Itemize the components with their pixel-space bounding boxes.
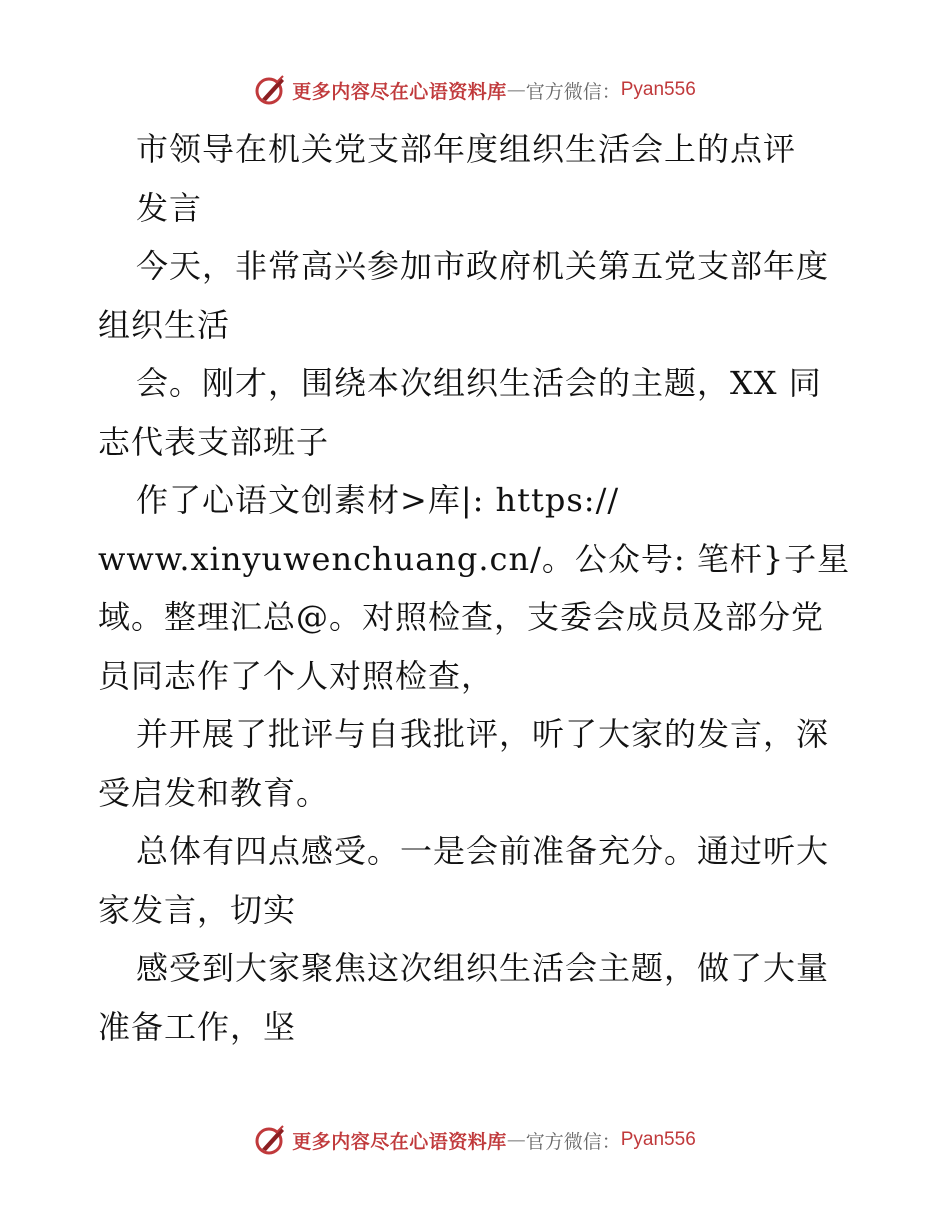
doc-line: 感受到大家聚焦这次组织生活会主题，做了大量: [136, 949, 830, 987]
doc-line: 家发言，切实: [98, 890, 297, 929]
banner-wechat-label: 官方微信：: [525, 80, 621, 103]
doc-line: www.xinyuwenchuang.cn/。公众号: 笔杆}子星: [98, 539, 851, 578]
footer-banner: [0, 1120, 950, 1160]
banner-dash: —: [506, 79, 526, 101]
doc-line: 组织生活: [98, 305, 231, 344]
doc-line: 员同志作了个人对照检查，: [98, 656, 495, 695]
banner-wechat-label: 官方微信：: [525, 1130, 621, 1153]
banner-promo-text: 更多内容尽在心语资料库: [292, 1130, 507, 1153]
quill-pen-logo-icon: [254, 73, 288, 107]
banner-dash: —: [506, 1129, 526, 1151]
document-body: [98, 120, 858, 1056]
doc-line: 作了心语文创素材>库|: https://: [136, 481, 620, 519]
quill-pen-logo-icon: [254, 1123, 288, 1157]
header-banner: [0, 70, 950, 110]
doc-line: 并开展了批评与自我批评，听了大家的发言，深: [136, 715, 830, 753]
doc-line: 总体有四点感受。一是会前准备充分。通过听大: [136, 832, 830, 870]
doc-line: 准备工作，坚: [98, 1007, 297, 1046]
doc-title-line: 市领导在机关党支部年度组织生活会上的点评: [136, 130, 797, 168]
banner-wechat-id: Pyan556: [620, 1129, 696, 1150]
doc-line: 会。刚才，围绕本次组织生活会的主题，XX 同: [136, 364, 822, 402]
banner-wechat-id: Pyan556: [620, 79, 696, 100]
doc-line: 今天，非常高兴参加市政府机关第五党支部年度: [136, 247, 830, 285]
doc-line: 志代表支部班子: [98, 422, 330, 461]
doc-title-line: 发言: [136, 188, 203, 227]
doc-line: 域。整理汇总@。对照检查，支委会成员及部分党: [98, 598, 825, 636]
doc-line: 受启发和教育。: [98, 773, 330, 812]
banner-promo-text: 更多内容尽在心语资料库: [292, 80, 507, 103]
